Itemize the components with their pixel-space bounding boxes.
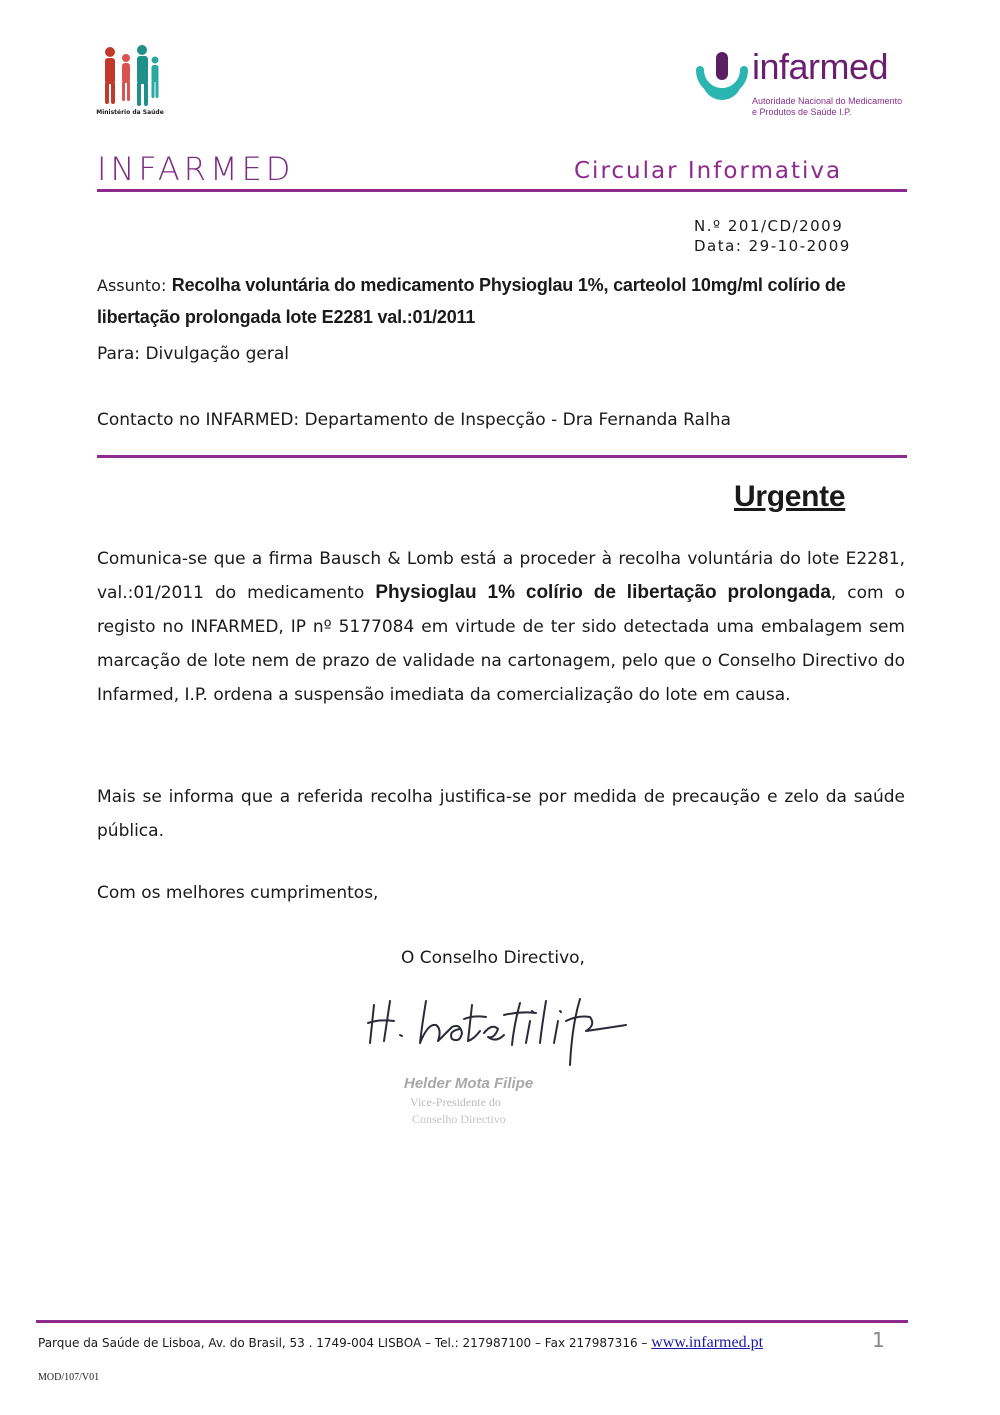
body-paragraph-3: Com os melhores cumprimentos, (97, 883, 379, 903)
subject-label: Assunto: (97, 276, 167, 295)
ministerio-da-saude-logo (96, 44, 164, 120)
infarmed-subtitle (752, 96, 902, 118)
footer-address (38, 1334, 763, 1352)
signatory-name: Helder Mota Filipe (404, 1075, 534, 1092)
document-type: Circular Informativa (574, 158, 843, 184)
infarmed-logo (696, 46, 903, 122)
header-divider (97, 189, 907, 192)
section-divider (97, 455, 907, 458)
subject-text: Recolha voluntária do medicamento Physioglau 1%, carteolol 10mg/ml colírio de libertação prolongada lote E2281 val.:01/2011 (97, 275, 846, 327)
footer-address-text: Parque da Saúde de Lisboa, Av. do Brasil, 53 . 1749-004 LISBOA – Tel.: 217987100 – Fax 217987316 – (38, 1336, 652, 1350)
body-p1-product: Physioglau 1% colírio de libertação prolongada (375, 582, 831, 603)
body-paragraph-2: Mais se informa que a referida recolha justifica-se por medida de precaução e zelo da saúde pública. (97, 787, 905, 841)
infarmed-subtitle-line2: e Produtos de Saúde I.P. (752, 107, 852, 117)
reference-block (694, 216, 851, 256)
signature-block (364, 985, 644, 1135)
reference-date: Data: 29-10-2009 (694, 237, 851, 255)
infarmed-wordmark: infarmed (752, 46, 889, 87)
urgent-heading: Urgente (734, 480, 846, 513)
contact-line: Contacto no INFARMED: Departamento de Inspecção - Dra Fernanda Ralha (97, 410, 731, 430)
body-p1-start: Comunica-se que a firma Bausch & Lomb está a proceder à recolha voluntária do lote E2281, val.:01/2011 do medicamento (97, 549, 905, 603)
recipients: Para: Divulgação geral (97, 344, 289, 364)
footer-divider (36, 1320, 908, 1323)
infarmed-mark-icon (696, 50, 748, 102)
body-paragraph-1 (97, 542, 905, 712)
page-number: 1 (872, 1328, 885, 1352)
ministerio-figures-icon (96, 44, 164, 108)
handwritten-signature (364, 985, 644, 1075)
signatory-role-line1: Vice-Presidente do (410, 1095, 501, 1109)
org-title: INFARMED (97, 150, 295, 188)
subject-block (97, 270, 907, 334)
reference-number: N.º 201/CD/2009 (694, 217, 844, 235)
infarmed-subtitle-line1: Autoridade Nacional do Medicamento (752, 96, 903, 106)
signatory-role-line2: Conselho Directivo (412, 1112, 506, 1126)
ministerio-caption: Ministério da Saúde (96, 109, 164, 116)
footer-website-link[interactable]: www.infarmed.pt (651, 1334, 764, 1351)
closing-line: O Conselho Directivo, (401, 948, 585, 968)
form-code: MOD/107/V01 (38, 1372, 100, 1383)
body-p1-end: , com o registo no INFARMED, IP nº 5177084 em virtude de ter sido detectada uma embalagem sem marcação de lote nem de prazo de validade na cartonagem, pelo que o Conselho Directivo do Infarmed, I.P. ordena a suspensão imediata da comercialização do lote em causa. (97, 583, 906, 705)
